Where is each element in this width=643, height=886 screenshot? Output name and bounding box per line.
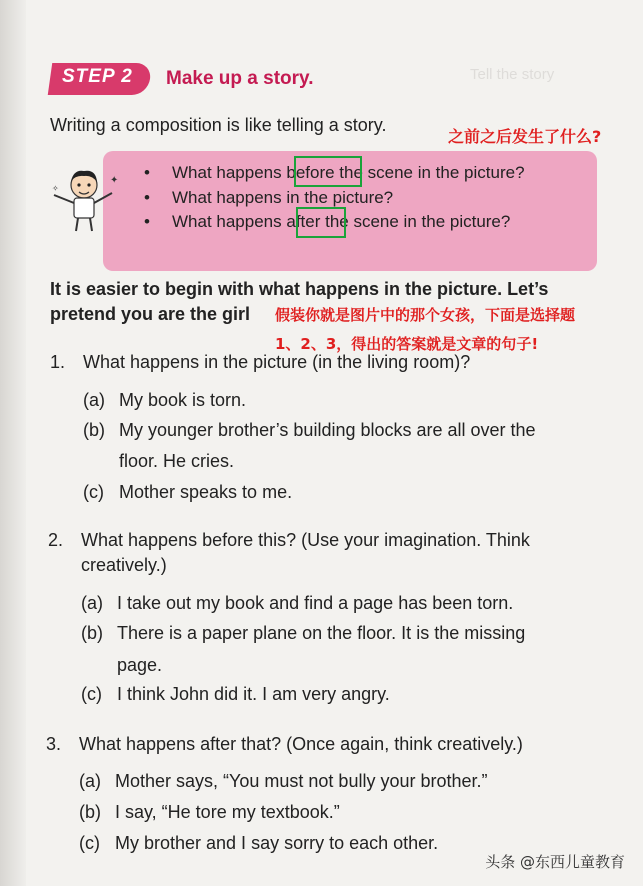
q2-option-c-label: (c) (81, 684, 102, 704)
q1-option-b-text: My younger brother’s building blocks are all over the (119, 420, 536, 440)
annotation-answer: 1、2、3，得出的答案就是文章的句子! (275, 335, 539, 353)
q1-option-a-label: (a) (83, 390, 105, 410)
intro-text: Writing a composition is like telling a story. (50, 115, 387, 135)
q1-option-b-text-cont: floor. He cries. (119, 451, 235, 471)
highlight-box-after (296, 207, 346, 238)
q1-option-c-text: Mother speaks to me. (119, 482, 293, 502)
question-1-text: What happens in the picture (in the living room)? (83, 352, 471, 372)
q2-option-b-text-cont: page. (117, 655, 163, 675)
q3-option-b-text: I say, “He tore my textbook.” (115, 802, 340, 822)
q2-option-a-text: I take out my book and find a page has been torn. (117, 593, 514, 613)
q3-option-c-label: (c) (79, 833, 100, 853)
svg-text:✧: ✧ (52, 184, 59, 193)
keyword-before: before (286, 163, 335, 182)
question-3-number: 3. (46, 734, 62, 754)
q2-option-a-label: (a) (81, 593, 103, 613)
highlight-box-before (294, 156, 362, 187)
q1-option-b-label: (b) (83, 420, 105, 440)
q2-option-c-text: I think John did it. I am very angry. (117, 684, 390, 704)
lead-text-line2: pretend you are the girl (50, 304, 251, 324)
question-2-text-cont: creatively.) (81, 555, 167, 575)
annotation-pretend: 假装你就是图片中的那个女孩，下面是选择题 (275, 306, 576, 324)
keyword-after: after (286, 212, 321, 231)
annotation-before-after: 之前之后发生了什么? (448, 127, 602, 146)
q1-option-a-text: My book is torn. (119, 390, 247, 410)
step-label: STEP 2 (62, 66, 133, 87)
watermark: 头条 @东西儿童教育 (485, 853, 625, 871)
question-2-number: 2. (48, 530, 64, 550)
lead-text-line1: It is easier to begin with what happens in the picture. Let’s (50, 279, 549, 299)
boy-illustration (44, 165, 124, 235)
q2-option-b-label: (b) (81, 623, 103, 643)
question-1-number: 1. (50, 352, 66, 372)
question-3-text: What happens after that? (Once again, think creatively.) (79, 734, 523, 754)
q3-option-c-text: My brother and I say sorry to each other. (115, 833, 439, 853)
q3-option-b-label: (b) (79, 802, 101, 822)
svg-text:✦: ✦ (110, 175, 119, 186)
question-2-text: What happens before this? (Use your imagination. Think (81, 530, 530, 550)
q3-option-a-text: Mother says, “You must not bully your brother.” (115, 771, 488, 791)
page-gutter-shadow (0, 0, 26, 886)
show-through-text: Tell the story (470, 66, 555, 83)
q1-option-c-label: (c) (83, 482, 104, 502)
q2-option-b-text: There is a paper plane on the floor. It is the missing (117, 623, 526, 643)
section-title: Make up a story. (166, 68, 314, 89)
q3-option-a-label: (a) (79, 771, 101, 791)
